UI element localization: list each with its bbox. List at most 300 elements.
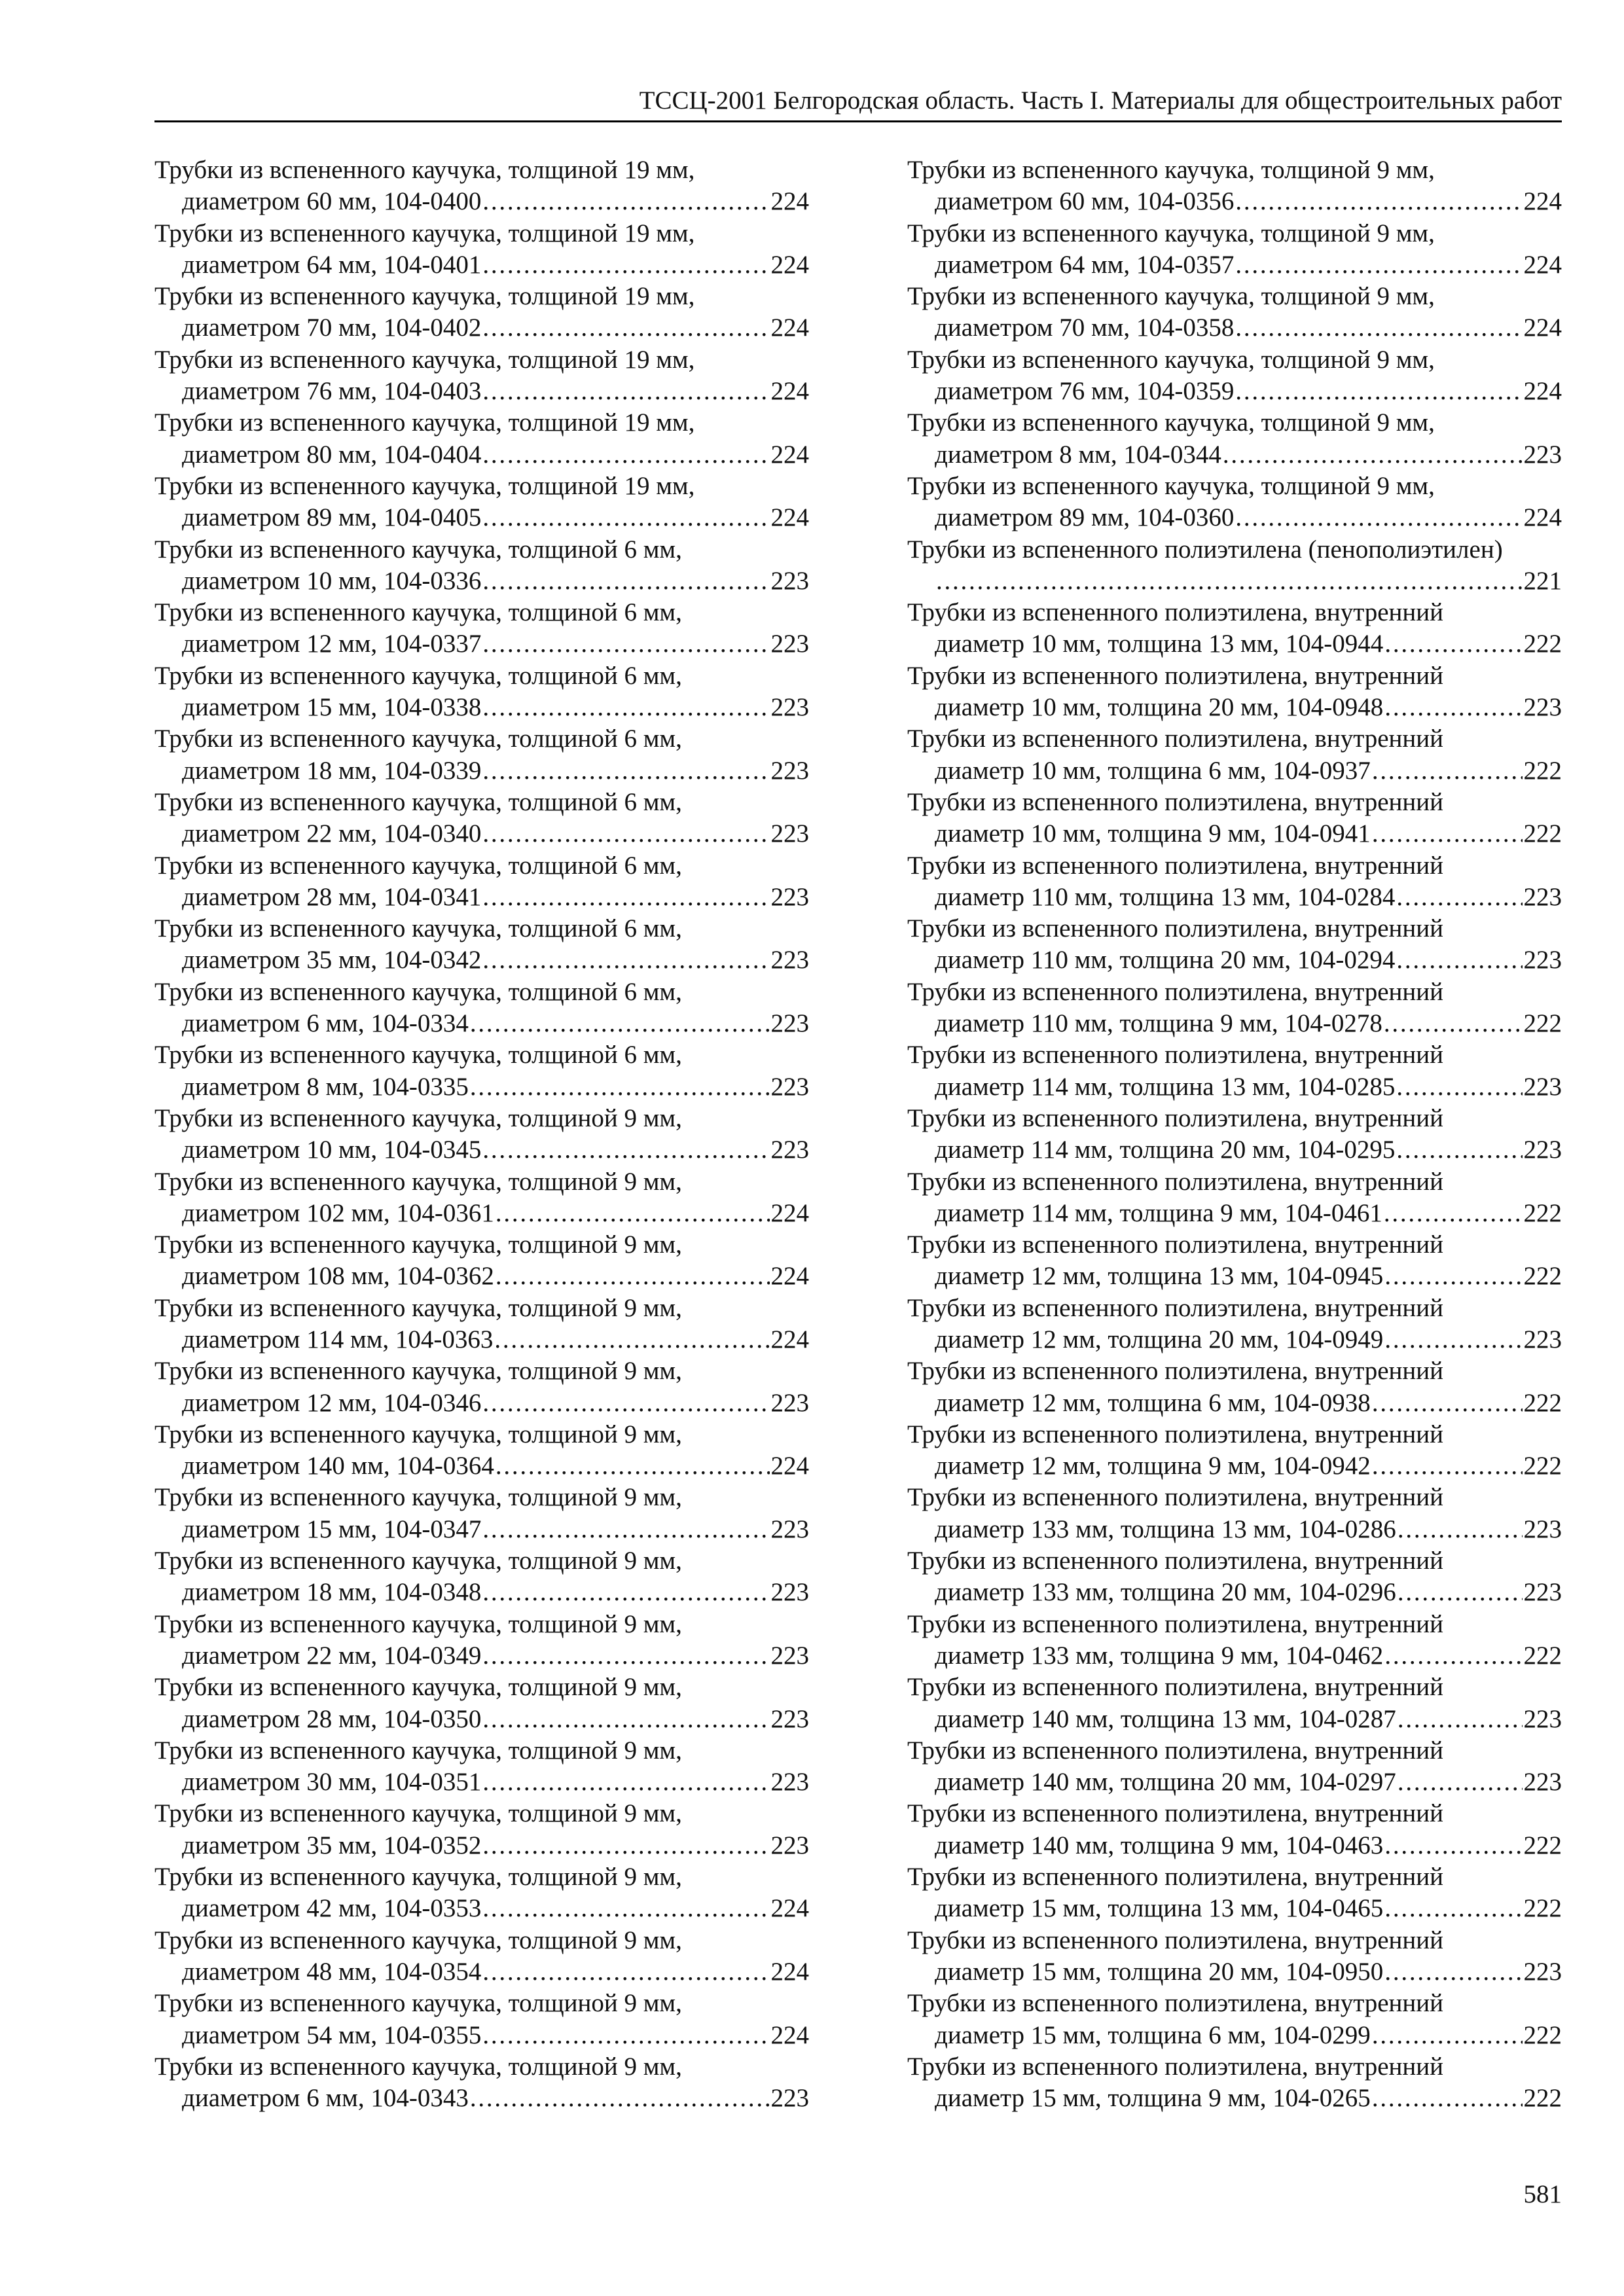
entry-detail: диаметром 28 мм, 104-0341 — [182, 882, 482, 911]
entry-detail-line — [907, 1640, 1562, 1672]
entry-detail-line — [154, 1450, 809, 1482]
entry-detail: диаметром 18 мм, 104-0339 — [182, 756, 482, 785]
entry-title: Трубки из вспененного полиэтилена, внутренний — [907, 1483, 1444, 1512]
entry-page-number: 223 — [770, 1388, 809, 1417]
dot-leader — [936, 565, 1523, 597]
dot-leader — [496, 1261, 770, 1292]
entry-detail: диаметр 114 мм, толщина 20 мм, 104-0295 — [935, 1136, 1396, 1164]
entry-detail-line — [154, 1071, 809, 1103]
index-entry — [907, 1039, 1562, 1103]
entry-detail-line — [154, 1704, 809, 1735]
entry-detail-line — [907, 944, 1562, 976]
entry-detail-line — [154, 628, 809, 660]
entry-detail: диаметр 10 мм, толщина 9 мм, 104-0941 — [935, 819, 1371, 848]
entry-title: Трубки из вспененного каучука, толщиной 9 мм, — [154, 1736, 682, 1765]
entry-page-number: 224 — [1523, 314, 1562, 342]
index-entry — [154, 1798, 809, 1861]
dot-leader — [482, 818, 769, 850]
dot-leader — [482, 1577, 769, 1608]
index-entry — [154, 1355, 809, 1419]
entry-detail-line — [154, 2083, 809, 2114]
entry-title: Трубки из вспененного каучука, толщиной 19 мм, — [154, 156, 695, 184]
entry-page-number: 223 — [1523, 946, 1562, 975]
dot-leader — [482, 1704, 769, 1735]
entry-detail: диаметр 12 мм, толщина 6 мм, 104-0938 — [935, 1388, 1371, 1417]
entry-title: Трубки из вспененного полиэтилена (пенополиэтилен) — [907, 535, 1503, 564]
entry-detail-line — [907, 2083, 1562, 2114]
entry-page-number: 224 — [1523, 377, 1562, 406]
entry-detail: диаметр 140 мм, толщина 20 мм, 104-0297 — [935, 1768, 1396, 1797]
dot-leader — [1384, 1198, 1523, 1229]
entry-detail: диаметром 10 мм, 104-0345 — [182, 1136, 482, 1164]
entry-detail: диаметром 48 мм, 104-0354 — [182, 1957, 482, 1986]
page-number: 581 — [1523, 2180, 1562, 2208]
entry-page-number: 222 — [1523, 819, 1562, 848]
dot-leader — [482, 312, 769, 344]
entry-detail: диаметр 133 мм, толщина 9 мм, 104-0462 — [935, 1641, 1384, 1670]
entry-title: Трубки из вспененного каучука, толщиной 9 мм, — [154, 1230, 682, 1259]
entry-detail: диаметром 12 мм, 104-0337 — [182, 630, 482, 658]
entry-page-number: 224 — [770, 314, 809, 342]
dot-leader — [1235, 312, 1522, 344]
entry-detail-line — [907, 1893, 1562, 1924]
entry-title: Трубки из вспененного полиэтилена, внутренний — [907, 598, 1444, 627]
entry-detail-line — [154, 944, 809, 976]
entry-detail: диаметром 8 мм, 104-0344 — [935, 440, 1221, 469]
entry-detail: диаметр 110 мм, толщина 9 мм, 104-0278 — [935, 1009, 1382, 1038]
entry-page-number: 222 — [1523, 1831, 1562, 1859]
dot-leader — [1396, 944, 1522, 976]
entry-title: Трубки из вспененного полиэтилена, внутренний — [907, 1736, 1444, 1765]
entry-title: Трубки из вспененного полиэтилена, внутренний — [907, 725, 1444, 753]
entry-page-number: 224 — [1523, 187, 1562, 216]
entry-detail-line — [154, 882, 809, 913]
index-entry — [907, 660, 1562, 724]
index-entry — [154, 977, 809, 1040]
entry-title: Трубки из вспененного каучука, толщиной 9 мм, — [154, 1609, 682, 1638]
entry-title: Трубки из вспененного каучука, толщиной 9 мм, — [154, 1483, 682, 1512]
index-entry — [154, 597, 809, 660]
entry-detail-line — [907, 312, 1562, 344]
entry-detail: диаметром 54 мм, 104-0355 — [182, 2020, 482, 2049]
dot-leader — [1372, 2020, 1523, 2051]
entry-page-number: 224 — [770, 2020, 809, 2049]
entry-detail: диаметр 133 мм, толщина 20 мм, 104-0296 — [935, 1578, 1396, 1607]
entry-detail-line — [907, 565, 1562, 597]
dot-leader — [1372, 2083, 1523, 2114]
dot-leader — [496, 1450, 770, 1482]
entry-title: Трубки из вспененного полиэтилена, внутренний — [907, 851, 1444, 880]
entry-detail-line — [907, 1134, 1562, 1166]
dot-leader — [482, 1830, 769, 1861]
entry-page-number: 224 — [770, 1325, 809, 1354]
entry-detail-line — [154, 1514, 809, 1545]
index-entry — [154, 1545, 809, 1609]
entry-page-number: 223 — [1523, 1136, 1562, 1164]
index-entry — [907, 1482, 1562, 1545]
entry-detail-line — [154, 1388, 809, 1419]
entry-detail: диаметром 89 мм, 104-0360 — [935, 503, 1235, 532]
index-entry — [154, 1925, 809, 1988]
entry-title: Трубки из вспененного полиэтилена, внутренний — [907, 2052, 1444, 2081]
entry-detail: диаметром 15 мм, 104-0347 — [182, 1515, 482, 1543]
index-entry — [154, 218, 809, 281]
dot-leader — [1398, 1767, 1523, 1798]
dot-leader — [482, 692, 769, 723]
entry-detail-line — [907, 1577, 1562, 1608]
dot-leader — [1372, 818, 1523, 850]
entry-detail: диаметром 6 мм, 104-0334 — [182, 1009, 469, 1038]
entry-page-number: 224 — [770, 503, 809, 532]
entry-title: Трубки из вспененного каучука, толщиной 6 мм, — [154, 725, 682, 753]
entry-detail: диаметром 22 мм, 104-0349 — [182, 1641, 482, 1670]
entry-page-number: 223 — [1523, 693, 1562, 722]
dot-leader — [482, 1893, 769, 1924]
dot-leader — [1384, 1261, 1522, 1292]
entry-page-number: 223 — [770, 1704, 809, 1733]
entry-page-number: 223 — [770, 1578, 809, 1607]
entry-title: Трубки из вспененного каучука, толщиной 6 мм, — [154, 851, 682, 880]
dot-leader — [1223, 439, 1523, 471]
entry-detail-line — [907, 1450, 1562, 1482]
entry-page-number: 222 — [1523, 1009, 1562, 1038]
dot-leader — [1235, 502, 1522, 533]
entry-detail-line — [154, 755, 809, 787]
entry-detail-line — [907, 1324, 1562, 1355]
index-entry — [154, 913, 809, 977]
entry-detail: диаметром 35 мм, 104-0342 — [182, 946, 482, 975]
entry-detail-line — [907, 2020, 1562, 2051]
entry-page-number: 224 — [770, 1894, 809, 1923]
dot-leader — [482, 1640, 769, 1672]
entry-detail: диаметром 15 мм, 104-0338 — [182, 693, 482, 722]
entry-detail: диаметром 140 мм, 104-0364 — [182, 1452, 494, 1480]
entry-title: Трубки из вспененного каучука, толщиной 9 мм, — [154, 1547, 682, 1575]
index-entry — [154, 1103, 809, 1166]
entry-detail-line — [907, 692, 1562, 723]
entry-detail-line — [907, 186, 1562, 217]
entry-detail-line — [154, 312, 809, 344]
entry-page-number: 222 — [1523, 1388, 1562, 1417]
entry-title: Трубки из вспененного каучука, толщиной 6 мм, — [154, 661, 682, 690]
entry-detail-line — [154, 1577, 809, 1608]
index-entry — [907, 1609, 1562, 1672]
dot-leader — [1372, 1450, 1523, 1482]
dot-leader — [482, 376, 769, 407]
index-entry — [907, 154, 1562, 218]
entry-detail: диаметром 80 мм, 104-0404 — [182, 440, 482, 469]
dot-leader — [482, 1388, 769, 1419]
entry-page-number: 223 — [770, 756, 809, 785]
index-entry — [907, 1735, 1562, 1799]
index-entry — [154, 1609, 809, 1672]
index-entry — [907, 1988, 1562, 2051]
entry-detail: диаметр 114 мм, толщина 9 мм, 104-0461 — [935, 1198, 1382, 1227]
dot-leader — [470, 1008, 770, 1039]
index-entry — [907, 1293, 1562, 1356]
entry-page-number: 222 — [1523, 756, 1562, 785]
entry-page-number: 223 — [770, 1136, 809, 1164]
entry-detail: диаметр 10 мм, толщина 13 мм, 104-0944 — [935, 630, 1384, 658]
entry-detail: диаметр 10 мм, толщина 6 мм, 104-0937 — [935, 756, 1371, 785]
dot-leader — [482, 249, 769, 281]
entry-title: Трубки из вспененного каучука, толщиной 19 мм, — [154, 282, 695, 311]
index-entry — [907, 1925, 1562, 1988]
index-entry — [907, 471, 1562, 534]
entry-detail: диаметр 15 мм, толщина 13 мм, 104-0465 — [935, 1894, 1384, 1923]
entry-page-number: 224 — [770, 1198, 809, 1227]
entry-detail: диаметр 12 мм, толщина 20 мм, 104-0949 — [935, 1325, 1384, 1354]
entry-detail: диаметром 64 мм, 104-0401 — [182, 250, 482, 279]
dot-leader — [1384, 1830, 1522, 1861]
entry-title: Трубки из вспененного каучука, толщиной 9 мм, — [907, 345, 1435, 374]
dot-leader — [1384, 1008, 1523, 1039]
index-entry — [907, 1798, 1562, 1861]
dot-leader — [482, 2020, 769, 2051]
entry-detail: диаметр 15 мм, толщина 20 мм, 104-0950 — [935, 1957, 1384, 1986]
entry-title: Трубки из вспененного каучука, толщиной 6 мм, — [154, 535, 682, 564]
entry-detail: диаметр 10 мм, толщина 20 мм, 104-0948 — [935, 693, 1384, 722]
entry-detail-line — [907, 1388, 1562, 1419]
index-entry — [907, 2051, 1562, 2115]
entry-page-number: 224 — [1523, 503, 1562, 532]
entry-detail-line — [154, 1134, 809, 1166]
entry-page-number: 222 — [1523, 1262, 1562, 1291]
entry-detail-line — [154, 1198, 809, 1229]
dot-leader — [482, 1956, 769, 1988]
entry-detail: диаметр 110 мм, толщина 20 мм, 104-0294 — [935, 946, 1396, 975]
entry-page-number: 223 — [770, 882, 809, 911]
entry-page-number: 222 — [1523, 1894, 1562, 1923]
page-header — [154, 84, 1562, 122]
entry-detail: диаметр 12 мм, толщина 13 мм, 104-0945 — [935, 1262, 1384, 1291]
entry-title: Трубки из вспененного полиэтилена, внутренний — [907, 977, 1444, 1006]
entry-title: Трубки из вспененного каучука, толщиной 19 мм, — [154, 408, 695, 437]
entry-title: Трубки из вспененного полиэтилена, внутренний — [907, 1673, 1444, 1702]
index-entry — [907, 281, 1562, 344]
entry-detail-line — [907, 1261, 1562, 1292]
index-entry — [907, 218, 1562, 281]
entry-detail-line — [154, 565, 809, 597]
entry-page-number: 223 — [1523, 1768, 1562, 1797]
index-entry — [154, 1229, 809, 1293]
entry-title: Трубки из вспененного каучука, толщиной 9 мм, — [907, 282, 1435, 311]
entry-title: Трубки из вспененного каучука, толщиной 6 мм, — [154, 914, 682, 943]
entry-detail-line — [907, 1008, 1562, 1039]
index-entry — [907, 850, 1562, 914]
entry-title: Трубки из вспененного каучука, толщиной 9 мм, — [154, 2052, 682, 2081]
dot-leader — [482, 1134, 769, 1166]
entry-page-number: 223 — [770, 2084, 809, 2113]
entry-detail-line — [907, 1956, 1562, 1988]
entry-title: Трубки из вспененного каучука, толщиной 9 мм, — [154, 1673, 682, 1702]
entry-title: Трубки из вспененного полиэтилена, внутренний — [907, 1926, 1444, 1954]
entry-page-number: 222 — [1523, 2020, 1562, 2049]
entry-detail: диаметр 140 мм, толщина 9 мм, 104-0463 — [935, 1831, 1384, 1859]
entry-title: Трубки из вспененного полиэтилена, внутренний — [907, 1230, 1444, 1259]
entry-detail: диаметр 15 мм, толщина 9 мм, 104-0265 — [935, 2084, 1371, 2113]
entry-title: Трубки из вспененного каучука, толщиной 9 мм, — [154, 1799, 682, 1828]
entry-title: Трубки из вспененного полиэтилена, внутренний — [907, 1799, 1444, 1828]
entry-title: Трубки из вспененного полиэтилена, внутренний — [907, 1041, 1444, 1069]
entry-title: Трубки из вспененного каучука, толщиной 19 мм, — [154, 219, 695, 247]
dot-leader — [1396, 1071, 1522, 1103]
dot-leader — [482, 1767, 769, 1798]
entry-detail-line — [154, 1956, 809, 1988]
dot-leader — [1384, 1324, 1522, 1355]
index-entry — [154, 850, 809, 914]
index-entry — [154, 1039, 809, 1103]
entry-detail-line — [907, 439, 1562, 471]
dot-leader — [1384, 692, 1522, 723]
dot-leader — [482, 882, 769, 913]
entry-detail-line — [907, 1514, 1562, 1545]
entry-page-number: 223 — [770, 630, 809, 658]
entry-detail: диаметром 108 мм, 104-0362 — [182, 1262, 494, 1291]
index-entry — [907, 1419, 1562, 1482]
dot-leader — [1384, 1893, 1522, 1924]
entry-title: Трубки из вспененного каучука, толщиной 6 мм, — [154, 598, 682, 627]
entry-page-number: 222 — [1523, 2084, 1562, 2113]
entry-detail: диаметром 76 мм, 104-0403 — [182, 377, 482, 406]
entry-detail-line — [154, 818, 809, 850]
dot-leader — [482, 628, 769, 660]
entry-title: Трубки из вспененного полиэтилена, внутренний — [907, 661, 1444, 690]
index-entry — [154, 1988, 809, 2051]
entry-page-number: 223 — [770, 1515, 809, 1543]
entry-page-number: 224 — [770, 377, 809, 406]
dot-leader — [470, 2083, 770, 2114]
entry-detail-line — [154, 1893, 809, 1924]
entry-page-number: 223 — [1523, 1704, 1562, 1733]
index-entry — [154, 534, 809, 598]
entry-detail: диаметром 6 мм, 104-0343 — [182, 2084, 469, 2113]
entry-detail-line — [154, 1324, 809, 1355]
entry-title: Трубки из вспененного полиэтилена, внутренний — [907, 787, 1444, 816]
dot-leader — [1398, 1577, 1523, 1608]
index-entry — [907, 787, 1562, 850]
entry-detail-line — [907, 1767, 1562, 1798]
index-entry — [907, 977, 1562, 1040]
entry-detail-line — [907, 1830, 1562, 1861]
entry-title: Трубки из вспененного полиэтилена, внутренний — [907, 1863, 1444, 1892]
index-column-right — [907, 154, 1562, 2114]
entry-page-number: 224 — [770, 187, 809, 216]
entry-title: Трубки из вспененного полиэтилена, внутренний — [907, 1167, 1444, 1196]
entry-detail-line — [154, 186, 809, 217]
index-entry — [154, 1482, 809, 1545]
entry-page-number: 224 — [770, 1957, 809, 1986]
entry-title: Трубки из вспененного полиэтилена, внутренний — [907, 1103, 1444, 1132]
entry-title: Трубки из вспененного каучука, толщиной 9 мм, — [154, 1926, 682, 1954]
entry-detail: диаметром 18 мм, 104-0348 — [182, 1578, 482, 1607]
entry-page-number: 222 — [1523, 630, 1562, 658]
index-entry — [907, 407, 1562, 471]
entry-detail-line — [907, 628, 1562, 660]
entry-detail: диаметр 12 мм, толщина 9 мм, 104-0942 — [935, 1452, 1371, 1480]
entry-page-number: 223 — [770, 819, 809, 848]
index-entry — [154, 407, 809, 471]
entry-page-number: 224 — [1523, 250, 1562, 279]
entry-title: Трубки из вспененного каучука, толщиной 19 мм, — [154, 345, 695, 374]
entry-page-number: 222 — [1523, 1198, 1562, 1227]
entry-page-number: 223 — [770, 1009, 809, 1038]
index-entry — [154, 1672, 809, 1735]
entry-title: Трубки из вспененного каучука, толщиной 9 мм, — [154, 1989, 682, 2018]
entry-page-number: 223 — [1523, 440, 1562, 469]
entry-title: Трубки из вспененного каучука, толщиной 19 мм, — [154, 471, 695, 500]
entry-page-number: 222 — [1523, 1641, 1562, 1670]
entry-detail: диаметр 110 мм, толщина 13 мм, 104-0284 — [935, 882, 1396, 911]
index-entry — [907, 1166, 1562, 1230]
dot-leader — [1384, 1640, 1522, 1672]
entry-detail-line — [154, 439, 809, 471]
index-entry — [907, 534, 1562, 598]
dot-leader — [1235, 186, 1522, 217]
entry-detail: диаметром 8 мм, 104-0335 — [182, 1072, 469, 1101]
entry-page-number: 222 — [1523, 1452, 1562, 1480]
dot-leader — [482, 944, 769, 976]
entry-page-number: 224 — [770, 440, 809, 469]
index-entry — [154, 1861, 809, 1925]
index-entry — [154, 1735, 809, 1799]
entry-title: Трубки из вспененного полиэтилена, внутренний — [907, 1357, 1444, 1386]
entry-detail: диаметр 140 мм, толщина 13 мм, 104-0287 — [935, 1704, 1396, 1733]
dot-leader — [1235, 376, 1522, 407]
entry-detail: диаметром 42 мм, 104-0353 — [182, 1894, 482, 1923]
dot-leader — [482, 565, 769, 597]
dot-leader — [1396, 1134, 1522, 1166]
dot-leader — [1235, 249, 1522, 281]
entry-detail: диаметр 133 мм, толщина 13 мм, 104-0286 — [935, 1515, 1396, 1543]
entry-detail-line — [154, 1830, 809, 1861]
entry-detail: диаметр 114 мм, толщина 13 мм, 104-0285 — [935, 1072, 1396, 1101]
dot-leader — [1398, 1704, 1523, 1735]
entry-detail-line — [154, 376, 809, 407]
entry-detail-line — [907, 249, 1562, 281]
dot-leader — [482, 186, 769, 217]
entry-page-number: 223 — [1523, 1072, 1562, 1101]
dot-leader — [482, 755, 769, 787]
entry-detail: диаметром 12 мм, 104-0346 — [182, 1388, 482, 1417]
index-entry — [154, 344, 809, 408]
entry-page-number: 224 — [770, 1452, 809, 1480]
entry-title: Трубки из вспененного каучука, толщиной 9 мм, — [154, 1420, 682, 1448]
entry-title: Трубки из вспененного каучука, толщиной 9 мм, — [154, 1863, 682, 1892]
entry-page-number: 221 — [1523, 566, 1562, 595]
entry-title: Трубки из вспененного каучука, толщиной 6 мм, — [154, 977, 682, 1006]
entry-detail-line — [907, 1071, 1562, 1103]
entry-title: Трубки из вспененного каучука, толщиной 9 мм, — [154, 1293, 682, 1322]
header-title: ТССЦ-2001 Белгородская область. Часть I. Материалы для общестроительных работ — [639, 86, 1562, 115]
entry-title: Трубки из вспененного полиэтилена, внутренний — [907, 1547, 1444, 1575]
entry-detail: диаметром 89 мм, 104-0405 — [182, 503, 482, 532]
entry-title: Трубки из вспененного каучука, толщиной 6 мм, — [154, 1041, 682, 1069]
entry-detail-line — [154, 1261, 809, 1292]
entry-title: Трубки из вспененного полиэтилена, внутренний — [907, 1293, 1444, 1322]
entry-page-number: 224 — [770, 250, 809, 279]
entry-title: Трубки из вспененного полиэтилена, внутренний — [907, 914, 1444, 943]
index-entry — [907, 1103, 1562, 1166]
entry-title: Трубки из вспененного каучука, толщиной 9 мм, — [154, 1357, 682, 1386]
entry-detail-line — [907, 755, 1562, 787]
entry-detail: диаметром 114 мм, 104-0363 — [182, 1325, 494, 1354]
entry-detail-line — [154, 1008, 809, 1039]
entry-detail: диаметром 60 мм, 104-0400 — [182, 187, 482, 216]
entry-page-number: 223 — [770, 1768, 809, 1797]
dot-leader — [470, 1071, 770, 1103]
dot-leader — [1384, 1956, 1522, 1988]
